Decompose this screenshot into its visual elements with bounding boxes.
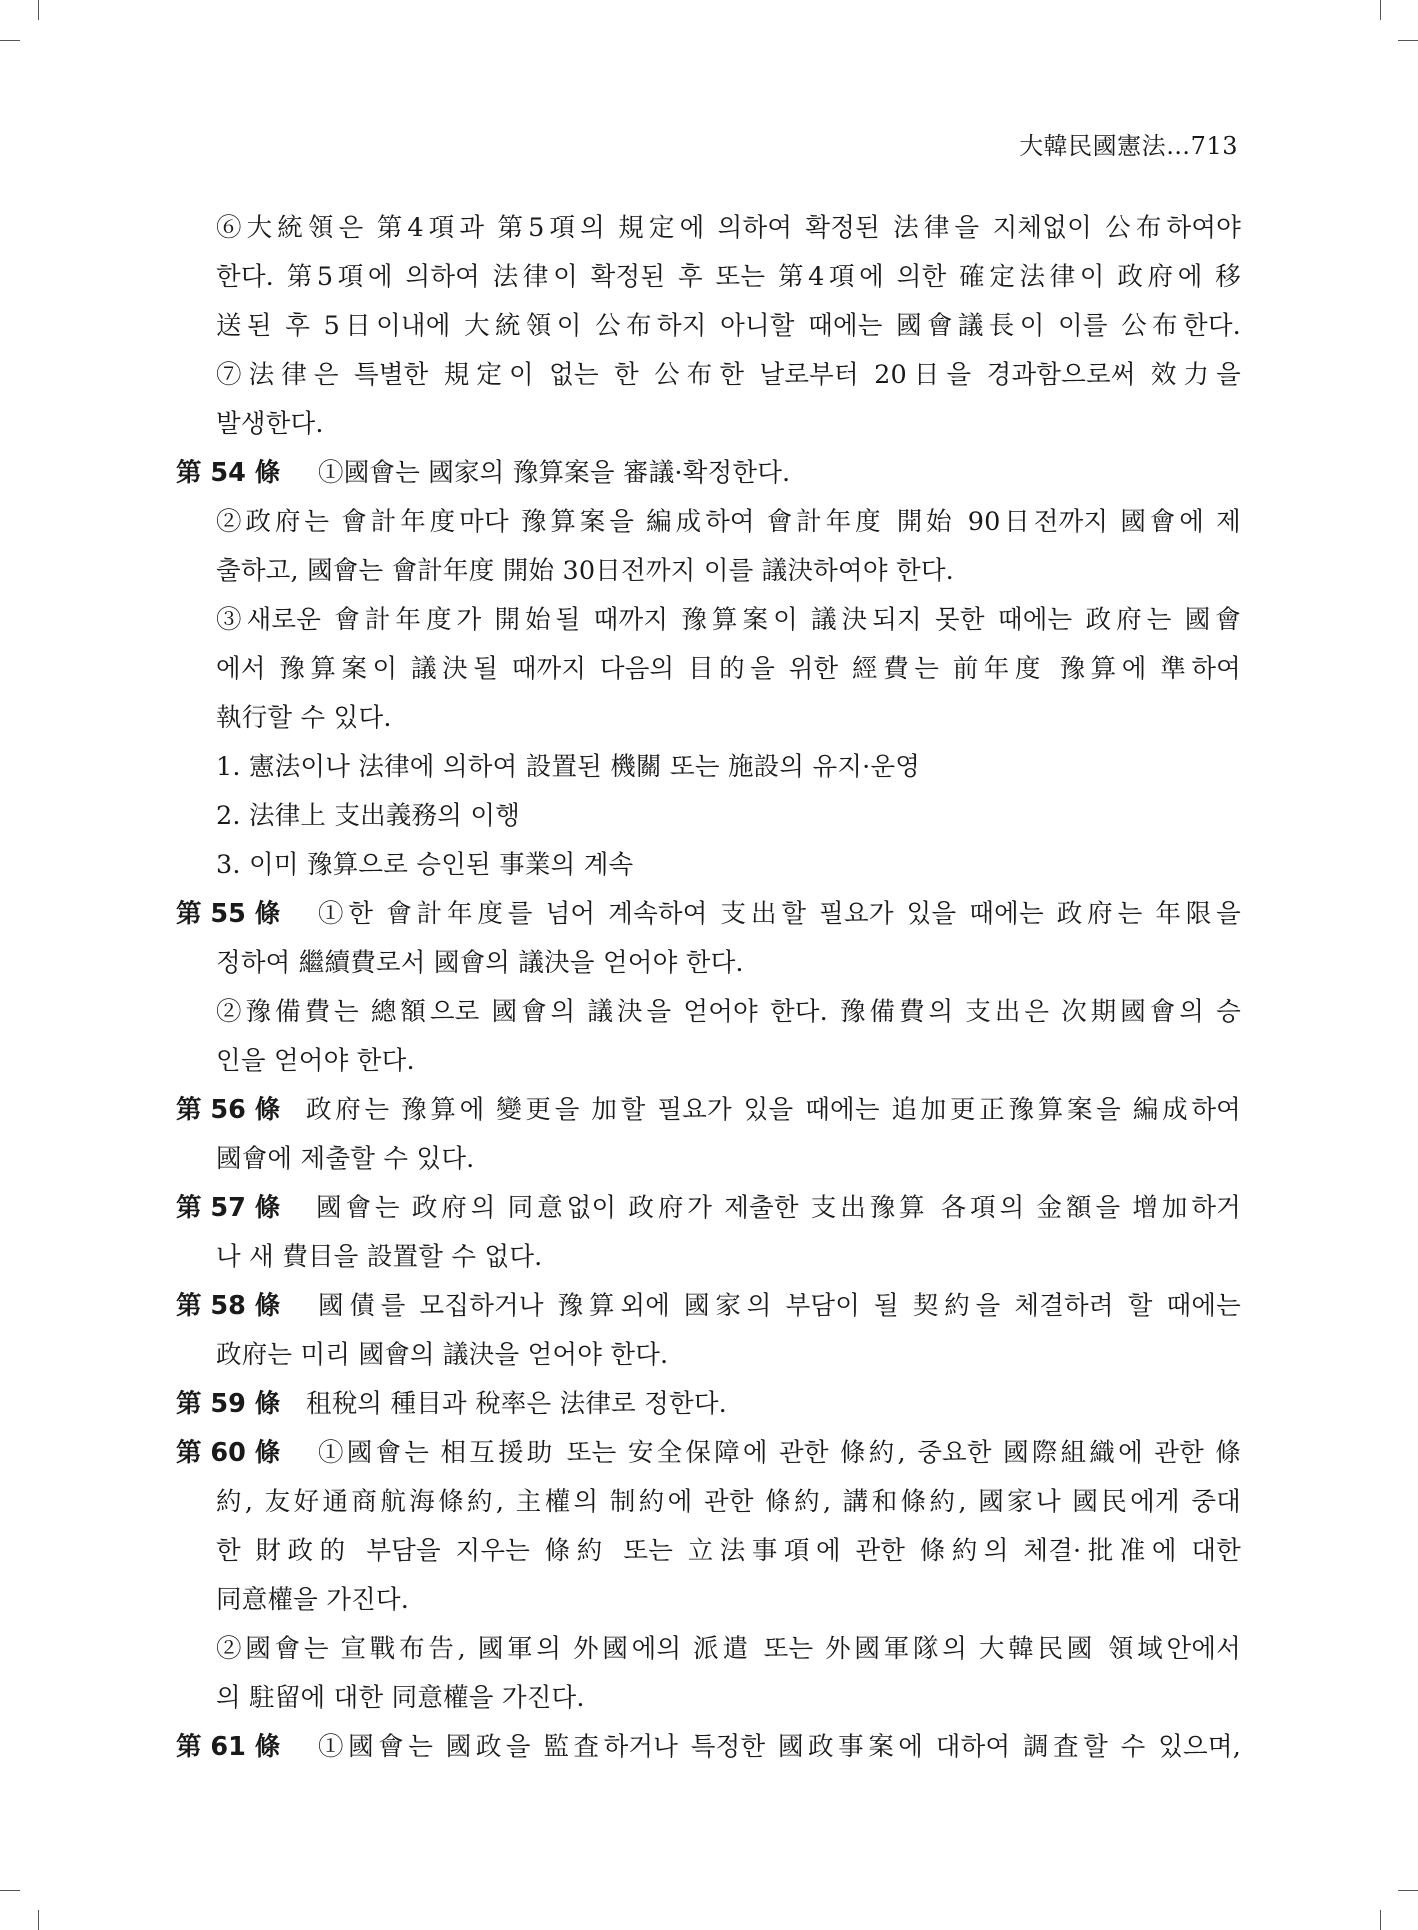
text-line: ②國會는 宣戰布告, 國軍의 外國에의 派遣 또는 外國軍隊의 大韓民國 領域안에서 bbox=[216, 1634, 1241, 1664]
text-line: 租稅의 種目과 稅率은 法律로 정한다. bbox=[306, 1389, 727, 1419]
list-item: 1. 憲法이나 法律에 의하여 設置된 機關 또는 施設의 유지·운영 bbox=[216, 752, 921, 782]
article-label-56: 第 56 條 bbox=[176, 1095, 281, 1125]
text-line: 의 駐留에 대한 同意權을 가진다. bbox=[216, 1683, 585, 1713]
text-line: 정하여 繼續費로서 國會의 議決을 얻어야 한다. bbox=[216, 948, 744, 978]
text-line: ③새로운 會計年度가 開始될 때까지 豫算案이 議決되지 못한 때에는 政府는 國會 bbox=[216, 605, 1241, 635]
text-line: 國債를 모집하거나 豫算외에 國家의 부담이 될 契約을 체결하려 할 때에는 bbox=[318, 1291, 1241, 1321]
text-line: ①國會는 國政을 監査하거나 특정한 國政事案에 대하여 調査할 수 있으며, bbox=[318, 1732, 1241, 1762]
text-line: 政府는 미리 國會의 議決을 얻어야 한다. bbox=[216, 1340, 669, 1370]
list-item: 2. 法律上 支出義務의 이행 bbox=[216, 801, 521, 831]
text-line: 한다. 第5項에 의하여 法律이 확정된 후 또는 第4項에 의한 確定法律이 政府에 移 bbox=[216, 262, 1241, 292]
text-line: 國會에 제출할 수 있다. bbox=[216, 1144, 475, 1174]
list-item: 3. 이미 豫算으로 승인된 事業의 계속 bbox=[216, 850, 634, 880]
text-line: 한 財政的 부담을 지우는 條約 또는 立法事項에 관한 條約의 체결·批准에 대한 bbox=[216, 1536, 1241, 1566]
text-line: ②豫備費는 總額으로 國會의 議決을 얻어야 한다. 豫備費의 支出은 次期國會의 승 bbox=[216, 997, 1241, 1027]
text-line: 나 새 費目을 設置할 수 없다. bbox=[216, 1242, 543, 1272]
text-line: 발생한다. bbox=[216, 409, 324, 439]
text-line: 에서 豫算案이 議決될 때까지 다음의 目的을 위한 經費는 前年度 豫算에 準하여 bbox=[216, 654, 1241, 684]
text-line: ②政府는 會計年度마다 豫算案을 編成하여 會計年度 開始 90日전까지 國會에 제 bbox=[216, 507, 1241, 537]
text-line: ①國會는 相互援助 또는 安全保障에 관한 條約, 중요한 國際組織에 관한 條 bbox=[318, 1438, 1241, 1468]
article-label-59: 第 59 條 bbox=[176, 1389, 281, 1419]
article-label-60: 第 60 條 bbox=[176, 1438, 281, 1468]
text-line: ⑥大統領은 第4項과 第5項의 規定에 의하여 확정된 法律을 지체없이 公布하여야 bbox=[216, 213, 1241, 243]
article-label-55: 第 55 條 bbox=[176, 899, 281, 929]
article-label-57: 第 57 條 bbox=[176, 1193, 281, 1223]
article-label-61: 第 61 條 bbox=[176, 1732, 281, 1762]
text-line: 國會는 政府의 同意없이 政府가 제출한 支出豫算 各項의 金額을 增加하거 bbox=[316, 1193, 1241, 1223]
text-line: ①한 會計年度를 넘어 계속하여 支出할 필요가 있을 때에는 政府는 年限을 bbox=[318, 899, 1241, 929]
article-label-54: 第 54 條 bbox=[176, 458, 281, 488]
text-line: 출하고, 國會는 會計年度 開始 30日전까지 이를 議決하여야 한다. bbox=[216, 556, 954, 586]
article-label-58: 第 58 條 bbox=[176, 1291, 281, 1321]
text-line: 約, 友好通商航海條約, 主權의 制約에 관한 條約, 講和條約, 國家나 國民에게 중대 bbox=[216, 1487, 1241, 1517]
text-line: 送된 후 5日이내에 大統領이 公布하지 아니할 때에는 國會議長이 이를 公布한다. bbox=[216, 311, 1241, 341]
text-line: 同意權을 가진다. bbox=[216, 1585, 410, 1615]
text-line: ①國會는 國家의 豫算案을 審議·확정한다. bbox=[318, 458, 791, 488]
text-line: 인을 얻어야 한다. bbox=[216, 1046, 415, 1076]
text-line: ⑦法律은 특별한 規定이 없는 한 公布한 날로부터 20日을 경과함으로써 效力을 bbox=[216, 360, 1241, 390]
text-line: 政府는 豫算에 變更을 加할 필요가 있을 때에는 追加更正豫算案을 編成하여 bbox=[306, 1095, 1241, 1125]
text-line: 執行할 수 있다. bbox=[216, 703, 392, 733]
running-header: 大韓民國憲法…713 bbox=[1019, 132, 1238, 160]
